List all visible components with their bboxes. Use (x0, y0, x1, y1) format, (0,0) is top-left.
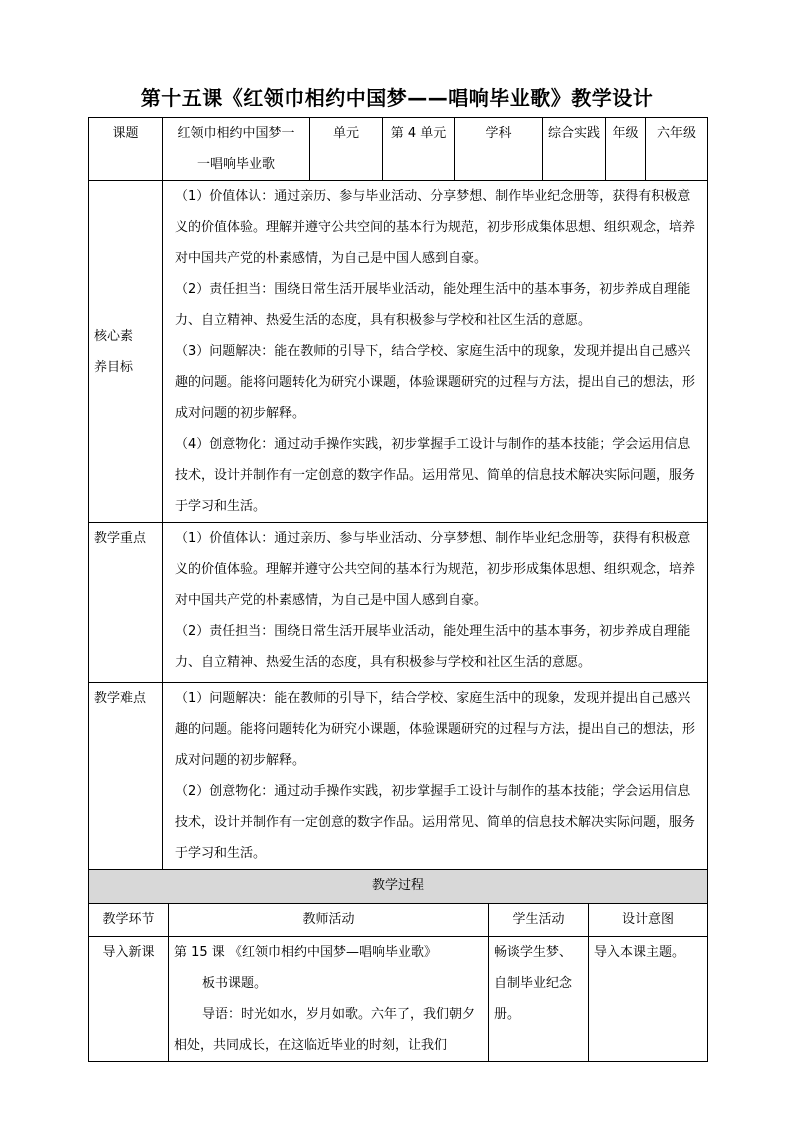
grade-label: 年级 (606, 118, 646, 181)
core-label-line2: 养目标 (94, 359, 134, 375)
key-points-label: 教学重点 (89, 523, 163, 683)
difficulties-row (89, 683, 708, 870)
col-stage: 教学环节 (89, 904, 169, 937)
topic-label: 课题 (89, 118, 163, 181)
topic-value-line1: 红领巾相约中国梦一 (177, 126, 295, 141)
core-para-1: （1）价值体认：通过亲历、参与毕业活动、分享梦想、制作毕业纪念册等，获得有积极意义的价值体验。理解并遵守公共空间的基本行为规范，初步形成集体思想、组织观念，培养对中国共产党的朴素感情，为自己是中国人感到自豪。 (175, 189, 696, 266)
subject-label: 学科 (455, 118, 543, 181)
key-points-content (163, 523, 708, 683)
process-columns-row (89, 904, 708, 937)
key-points-row (89, 523, 708, 683)
teacher-line-3: 导语：时光如水，岁月如歌。六年了，我们朝夕相处，共同成长，在这临近毕业的时刻，让我们 (174, 1007, 476, 1053)
diff-para-2: （2）创意物化：通过动手操作实践，初步掌握手工设计与制作的基本技能；学会运用信息技术，设计并制作有一定创意的数字作品。运用常见、简单的信息技术解决实际问题，服务于学习和生活。 (175, 784, 696, 861)
header-row (89, 118, 708, 181)
student-activity-intro: 畅谈学生梦、自制毕业纪念册。 (489, 937, 589, 1062)
core-row (89, 181, 708, 523)
unit-label: 单元 (310, 118, 383, 181)
col-intent: 设计意图 (589, 904, 708, 937)
difficulties-label: 教学难点 (89, 683, 163, 870)
core-para-2: （2）责任担当：围绕日常生活开展毕业活动，能处理生活中的基本事务，初步养成自理能力、自立精神、热爱生活的态度，具有积极参与学校和社区生活的意愿。 (175, 282, 691, 328)
subject-value: 综合实践 (543, 118, 606, 181)
teacher-activity-intro (169, 937, 489, 1062)
unit-value: 第 4 单元 (383, 118, 455, 181)
diff-para-1: （1）问题解决：能在教师的引导下，结合学校、家庭生活中的现象，发现并提出自己感兴趣的问题。能将问题转化为研究小课题，体验课题研究的过程与方法，提出自己的想法，形成对问题的初步解释。 (175, 691, 696, 768)
difficulties-content (163, 683, 708, 870)
col-student: 学生活动 (489, 904, 589, 937)
process-heading: 教学过程 (89, 870, 708, 904)
core-label-line1: 核心素 (94, 328, 134, 344)
process-row-intro (89, 937, 708, 1062)
core-label (89, 181, 163, 523)
topic-value (163, 118, 310, 181)
teacher-line-2: 板书课题。 (202, 976, 268, 991)
grade-value: 六年级 (646, 118, 708, 181)
design-intent-intro: 导入本课主题。 (589, 937, 708, 1062)
document-title: 第十五课《红领巾相约中国梦——唱响毕业歌》教学设计 (140, 86, 654, 110)
core-para-4: （4）创意物化：通过动手操作实践，初步掌握手工设计与制作的基本技能；学会运用信息技术，设计并制作有一定创意的数字作品。运用常见、简单的信息技术解决实际问题，服务于学习和生活。 (175, 437, 696, 514)
col-teacher: 教师活动 (169, 904, 489, 937)
stage-intro: 导入新课 (89, 937, 169, 1062)
teacher-line-1: 第 15 课 《红领巾相约中国梦—唱响毕业歌》 (174, 945, 437, 960)
process-heading-row (89, 870, 708, 904)
core-content (163, 181, 708, 523)
key-para-2: （2）责任担当：围绕日常生活开展毕业活动，能处理生活中的基本事务，初步养成自理能力、自立精神、热爱生活的态度，具有积极参与学校和社区生活的意愿。 (175, 624, 691, 670)
process-table (88, 869, 708, 1062)
topic-value-line2: 一唱响毕业歌 (196, 157, 275, 172)
key-para-1: （1）价值体认：通过亲历、参与毕业活动、分享梦想、制作毕业纪念册等，获得有积极意义的价值体验。理解并遵守公共空间的基本行为规范，初步形成集体思想、组织观念，培养对中国共产党的朴素感情，为自己是中国人感到自豪。 (175, 531, 696, 608)
core-para-3: （3）问题解决：能在教师的引导下，结合学校、家庭生活中的现象，发现并提出自己感兴趣的问题。能将问题转化为研究小课题，体验课题研究的过程与方法，提出自己的想法，形成对问题的初步解释。 (175, 344, 696, 421)
design-table (88, 117, 708, 870)
